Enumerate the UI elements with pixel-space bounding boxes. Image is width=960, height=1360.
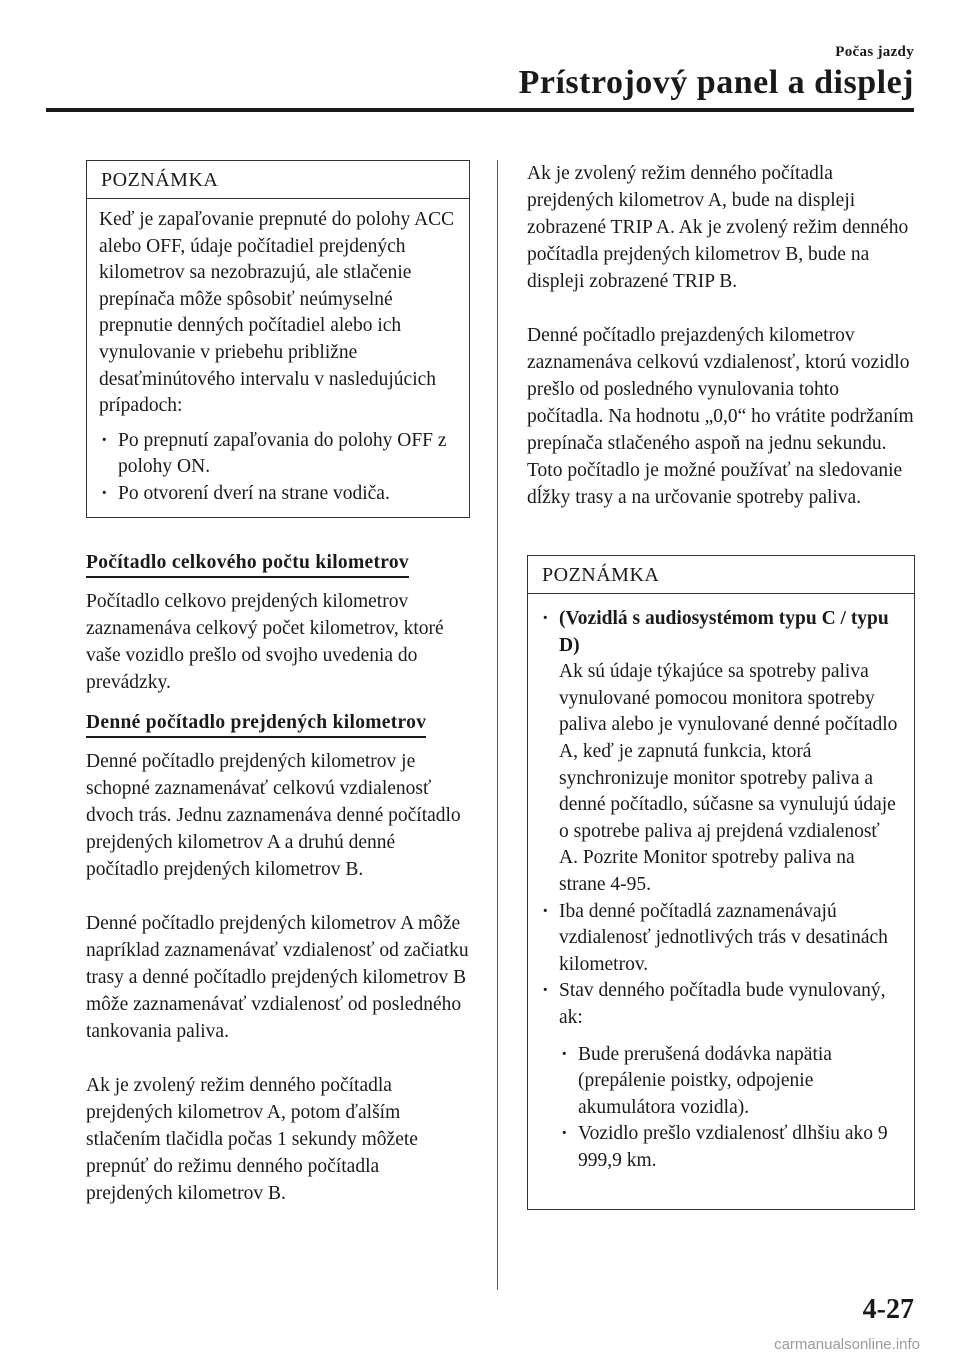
column-divider xyxy=(497,160,498,1290)
note-body xyxy=(528,594,914,1184)
right-paragraph-2: Denné počítadlo prejazdených kilometrov zaznamenáva celkovú vzdialenosť, ktorú vozidlo prešlo od posledného vynulovania tohto počítadla. Na hodnotu „0,0“ ho vrátite podržaním prepínača stlačeného aspoň na jednu sekundu. Toto počítadlo je možné používať na sledovanie dĺžky trasy a na určovanie spotreby paliva. xyxy=(527,325,914,508)
note-bullet: · Po prepnutí zapaľovania do polohy OFF z polohy ON. xyxy=(99,428,455,481)
note-box-2 xyxy=(527,555,915,1210)
trip-paragraph-1: Denné počítadlo prejdených kilometrov je schopné zaznamenávať celkovú vzdialenosť dvoch trás. Jednu zaznamenáva denné počítadlo prejdených kilometrov A a druhú denné počítadlo prejdených kilometrov B. xyxy=(86,751,461,880)
section-heading-odometer: Počítadlo celkového počtu kilometrov xyxy=(86,552,409,578)
trip-section xyxy=(86,712,470,1207)
trip-paragraph-3: Ak je zvolený režim denného počítadla prejdených kilometrov A, potom ďalším stlačením tlačidla počas 1 sekundy môžete prepnúť do režimu denného počítadla prejdených kilometrov B. xyxy=(86,1075,418,1204)
note-sub-bullet: · Bude prerušená dodávka napätia (prepálenie poistky, odpojenie akumulátora vozidla). xyxy=(540,1042,900,1122)
note-sub-bullet: · Vozidlo prešlo vzdialenosť dlhšiu ako 9 999,9 km. xyxy=(540,1121,900,1174)
odometer-section xyxy=(86,552,470,696)
page-title: Prístrojový panel a displej xyxy=(518,64,914,101)
note-text: Keď je zapaľovanie prepnuté do polohy ACC alebo OFF, údaje počítadiel prejdených kilometrov sa nezobrazujú, ale stlačenie prepínača môže spôsobiť neúmyselné prepnutie denných počítadiel alebo ich vynulovanie v priebehu približne desaťminútového intervalu v nasledujúcich prípadoch: xyxy=(99,209,455,417)
right-text xyxy=(527,160,915,511)
note-body xyxy=(87,199,469,518)
page-number: 4-27 xyxy=(862,1294,914,1325)
note-bullet: · Iba denné počítadlá zaznamenávajú vzdialenosť jednotlivých trás v desatinách kilometrov. xyxy=(540,899,900,979)
note-bullet xyxy=(540,606,900,899)
note-title: POZNÁMKA xyxy=(87,161,469,199)
note-box-1 xyxy=(86,160,470,518)
right-paragraph-1: Ak je zvolený režim denného počítadla prejdených kilometrov A, bude na displeji zobrazené TRIP A. Ak je zvolený režim denného počítadla prejdených kilometrov B, bude na displeji zobrazené TRIP B. xyxy=(527,163,909,292)
odometer-text: Počítadlo celkovo prejdených kilometrov zaznamenáva celkový počet kilometrov, ktoré vaše vozidlo prešlo od svojho uvedenia do prevádzky. xyxy=(86,591,444,693)
trip-paragraph-2: Denné počítadlo prejdených kilometrov A môže napríklad zaznamenávať vzdialenosť od začiatku trasy a denné počítadlo prejdených kilometrov B môže zaznamenávať vzdialenosť od posledného tankovania paliva. xyxy=(86,913,469,1042)
section-label: Počas jazdy xyxy=(835,44,914,60)
header-rule xyxy=(46,108,914,112)
note-bullet-heading: (Vozidlá s audiosystémom typu C / typu D) xyxy=(559,608,889,656)
note-bullet: · Stav denného počítadla bude vynulovaný, ak: xyxy=(540,978,900,1031)
note-bullet: · Po otvorení dverí na strane vodiča. xyxy=(99,481,455,508)
note-bullet-text: Ak sú údaje týkajúce sa spotreby paliva vynulované pomocou monitora spotreby paliva alebo je vynulované denné počítadlo A, keď je zapnutá funkcia, ktorá synchronizuje monitor spotreby paliva a denné počítadlo, súčasne sa vynulujú údaje o spotrebe paliva aj prejdená vzdialenosť A. Pozrite Monitor spotreby paliva na strane 4-95. xyxy=(559,661,898,895)
watermark: carmanualsonline.info xyxy=(774,1336,920,1353)
note-title: POZNÁMKA xyxy=(528,556,914,594)
section-heading-trip: Denné počítadlo prejdených kilometrov xyxy=(86,712,426,738)
